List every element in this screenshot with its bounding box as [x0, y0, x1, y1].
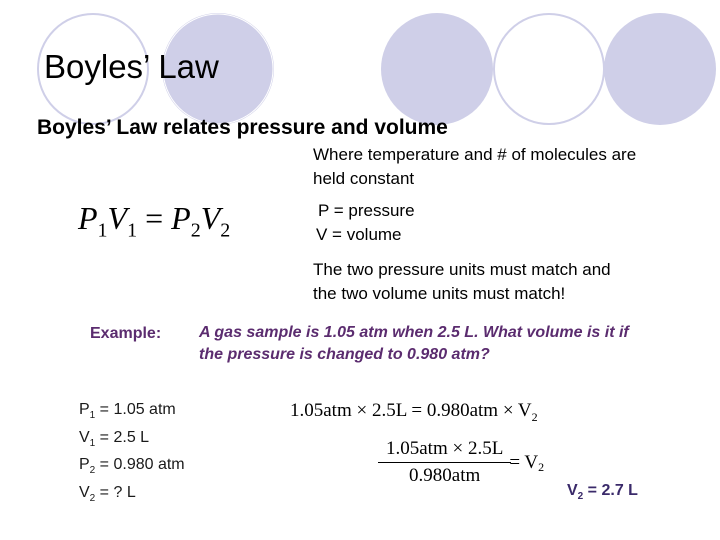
- solve-equals: = V: [509, 451, 539, 473]
- formula-v1: V: [107, 200, 128, 236]
- given-v2: [79, 484, 136, 504]
- example-problem-line-2: the pressure is changed to 0.980 atm?: [199, 346, 490, 363]
- units-note-line-1: The two pressure units must match and: [313, 260, 611, 279]
- filled-circle-2: [381, 13, 493, 125]
- solve-equation: [382, 438, 544, 487]
- given-sub: 1: [89, 410, 96, 422]
- definition-volume: V = volume: [316, 225, 402, 244]
- example-problem: [199, 322, 629, 366]
- formula-p2-sub: 2: [190, 219, 201, 242]
- given-value: = 0.980 atm: [95, 456, 185, 473]
- units-note: [313, 258, 611, 306]
- substitution-equation-text: 1.05atm × 2.5L = 0.980atm × V: [290, 400, 532, 421]
- filled-circle-3: [604, 13, 716, 125]
- solve-sub: 2: [538, 460, 545, 474]
- answer-symbol: V: [567, 482, 578, 499]
- outline-circle-3: [494, 14, 604, 124]
- given-symbol: V: [79, 484, 90, 501]
- formula-v1-sub: 1: [127, 219, 138, 242]
- substitution-equation-sub: 2: [531, 409, 538, 424]
- formula-p1: P: [78, 200, 98, 236]
- given-value: = ? L: [95, 484, 136, 501]
- definitions: [316, 199, 415, 247]
- formula-v2-sub: 2: [220, 219, 231, 242]
- given-sub: 2: [89, 465, 96, 477]
- substitution-equation: [290, 400, 538, 425]
- answer-value: = 2.7 L: [583, 482, 638, 499]
- formula-p2: P: [171, 200, 191, 236]
- boyles-law-formula: [78, 200, 230, 242]
- answer-sub: 2: [577, 491, 584, 503]
- slide-subtitle: Boyles’ Law relates pressure and volume: [37, 116, 448, 139]
- fraction-denominator: 0.980atm: [378, 462, 511, 487]
- given-sub: 2: [89, 493, 96, 505]
- formula-p1-sub: 1: [97, 219, 108, 242]
- given-v1: [79, 429, 149, 449]
- given-p1: [79, 401, 176, 421]
- given-p2: [79, 456, 185, 476]
- given-sub: 1: [89, 438, 96, 450]
- given-value: = 2.5 L: [95, 429, 150, 446]
- solve-fraction: [382, 438, 507, 487]
- slide-title: Boyles’ Law: [44, 48, 219, 85]
- condition-line-1: Where temperature and # of molecules are: [313, 145, 637, 164]
- given-value: = 1.05 atm: [95, 401, 176, 418]
- condition-text: [313, 143, 636, 191]
- units-note-line-2: the two volume units must match!: [313, 284, 566, 303]
- given-symbol: P: [79, 456, 90, 473]
- given-symbol: P: [79, 401, 90, 418]
- definition-pressure: P = pressure: [318, 201, 415, 220]
- given-symbol: V: [79, 429, 90, 446]
- formula-equals: =: [145, 200, 164, 236]
- fraction-numerator: 1.05atm × 2.5L: [386, 438, 504, 459]
- example-label: Example:: [90, 325, 162, 342]
- condition-line-2: held constant: [313, 169, 415, 188]
- final-answer: [567, 482, 638, 502]
- example-problem-line-1: A gas sample is 1.05 atm when 2.5 L. What volume is it if: [199, 324, 629, 341]
- formula-v2: V: [200, 200, 221, 236]
